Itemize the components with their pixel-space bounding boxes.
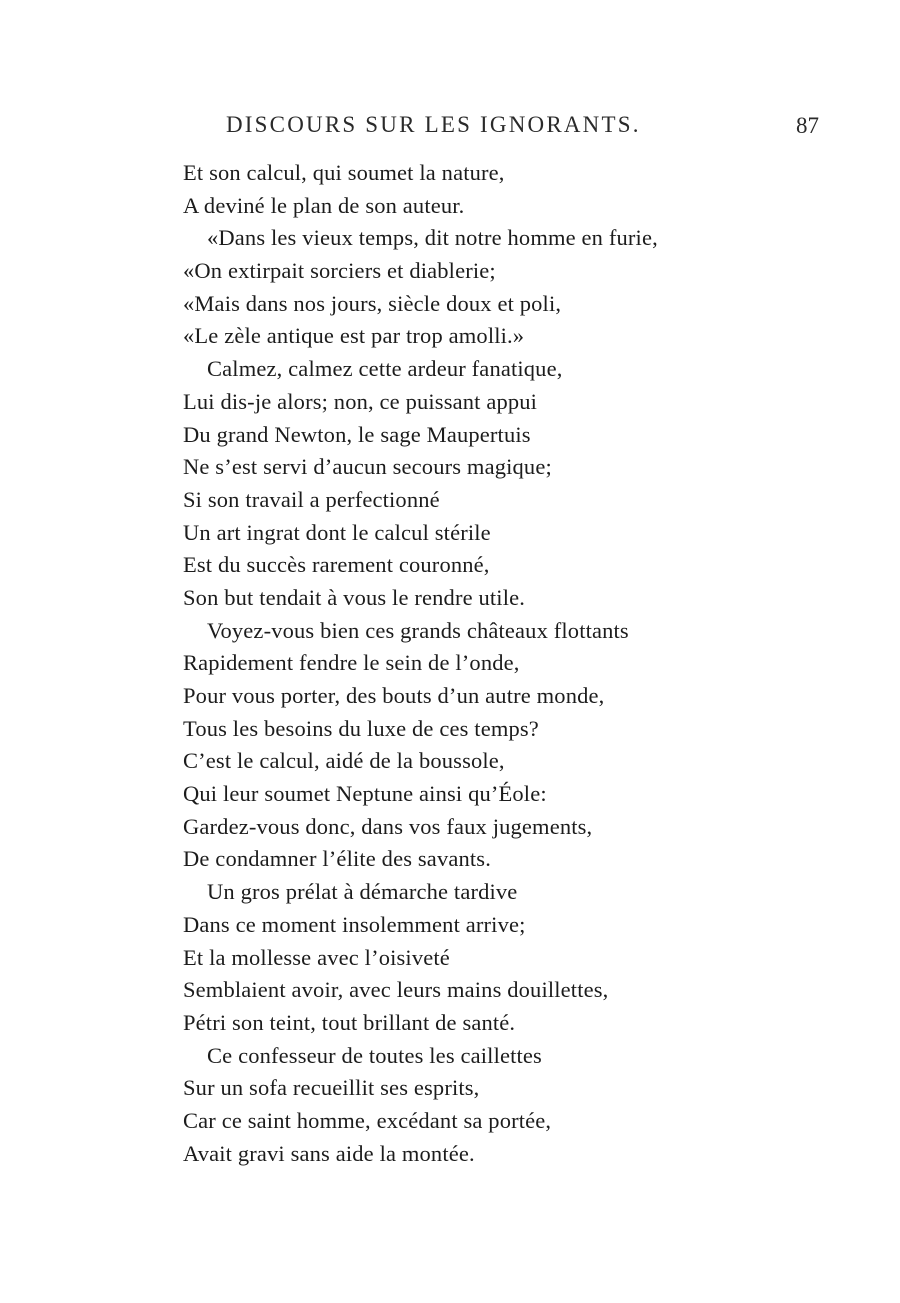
verse-line: Et la mollesse avec l’oisiveté [183, 944, 450, 970]
verse-line: Voyez-vous bien ces grands châteaux flottants [207, 617, 629, 643]
verse-line: Un gros prélat à démarche tardive [207, 879, 518, 905]
verse-line: Un art ingrat dont le calcul stérile [183, 519, 491, 545]
verse-line: Calmez, calmez cette ardeur fanatique, [207, 356, 563, 382]
verse-line: Sur un sofa recueillit ses esprits, [183, 1075, 480, 1101]
verse-line: «On extirpait sorciers et diablerie; [183, 258, 496, 284]
verse-line: Car ce saint homme, excédant sa portée, [183, 1107, 552, 1133]
verse-line: Avait gravi sans aide la montée. [183, 1140, 475, 1166]
verse-line: C’est le calcul, aidé de la boussole, [183, 748, 505, 774]
verse-line: Pétri son teint, tout brillant de santé. [183, 1009, 516, 1035]
verse-line: «Dans les vieux temps, dit notre homme en furie, [207, 225, 658, 251]
page-number: 87 [796, 113, 819, 138]
verse-line: «Le zèle antique est par trop amolli.» [183, 323, 525, 349]
verse-line: Si son travail a perfectionné [183, 486, 440, 512]
running-head [0, 112, 900, 142]
verse-line: «Mais dans nos jours, siècle doux et poli, [183, 290, 562, 316]
verse-line: De condamner l’élite des savants. [183, 846, 491, 872]
verse-line: Du grand Newton, le sage Maupertuis [183, 421, 531, 447]
verse-line: Ce confesseur de toutes les caillettes [207, 1042, 542, 1068]
verse-line: Ne s’est servi d’aucun secours magique; [183, 454, 552, 480]
verse-line: Tous les besoins du luxe de ces temps? [183, 715, 539, 741]
verse-line: Rapidement fendre le sein de l’onde, [183, 650, 520, 676]
verse-line: Et son calcul, qui soumet la nature, [183, 160, 505, 185]
running-title: DISCOURS SUR LES IGNORANTS. [226, 112, 641, 137]
verse-line: Gardez-vous donc, dans vos faux jugements, [183, 813, 593, 839]
poem-text [183, 157, 803, 1170]
verse-line: Qui leur soumet Neptune ainsi qu’Éole: [183, 781, 547, 807]
verse-line: Dans ce moment insolemment arrive; [183, 911, 526, 937]
verse-line: Son but tendait à vous le rendre utile. [183, 584, 526, 610]
verse-line: A deviné le plan de son auteur. [183, 192, 465, 218]
verse-line: Lui dis-je alors; non, ce puissant appui [183, 388, 538, 414]
verse-line: Est du succès rarement couronné, [183, 552, 490, 578]
verse-line: Pour vous porter, des bouts d’un autre monde, [183, 683, 605, 708]
verse-line: Semblaient avoir, avec leurs mains douillettes, [183, 977, 609, 1003]
